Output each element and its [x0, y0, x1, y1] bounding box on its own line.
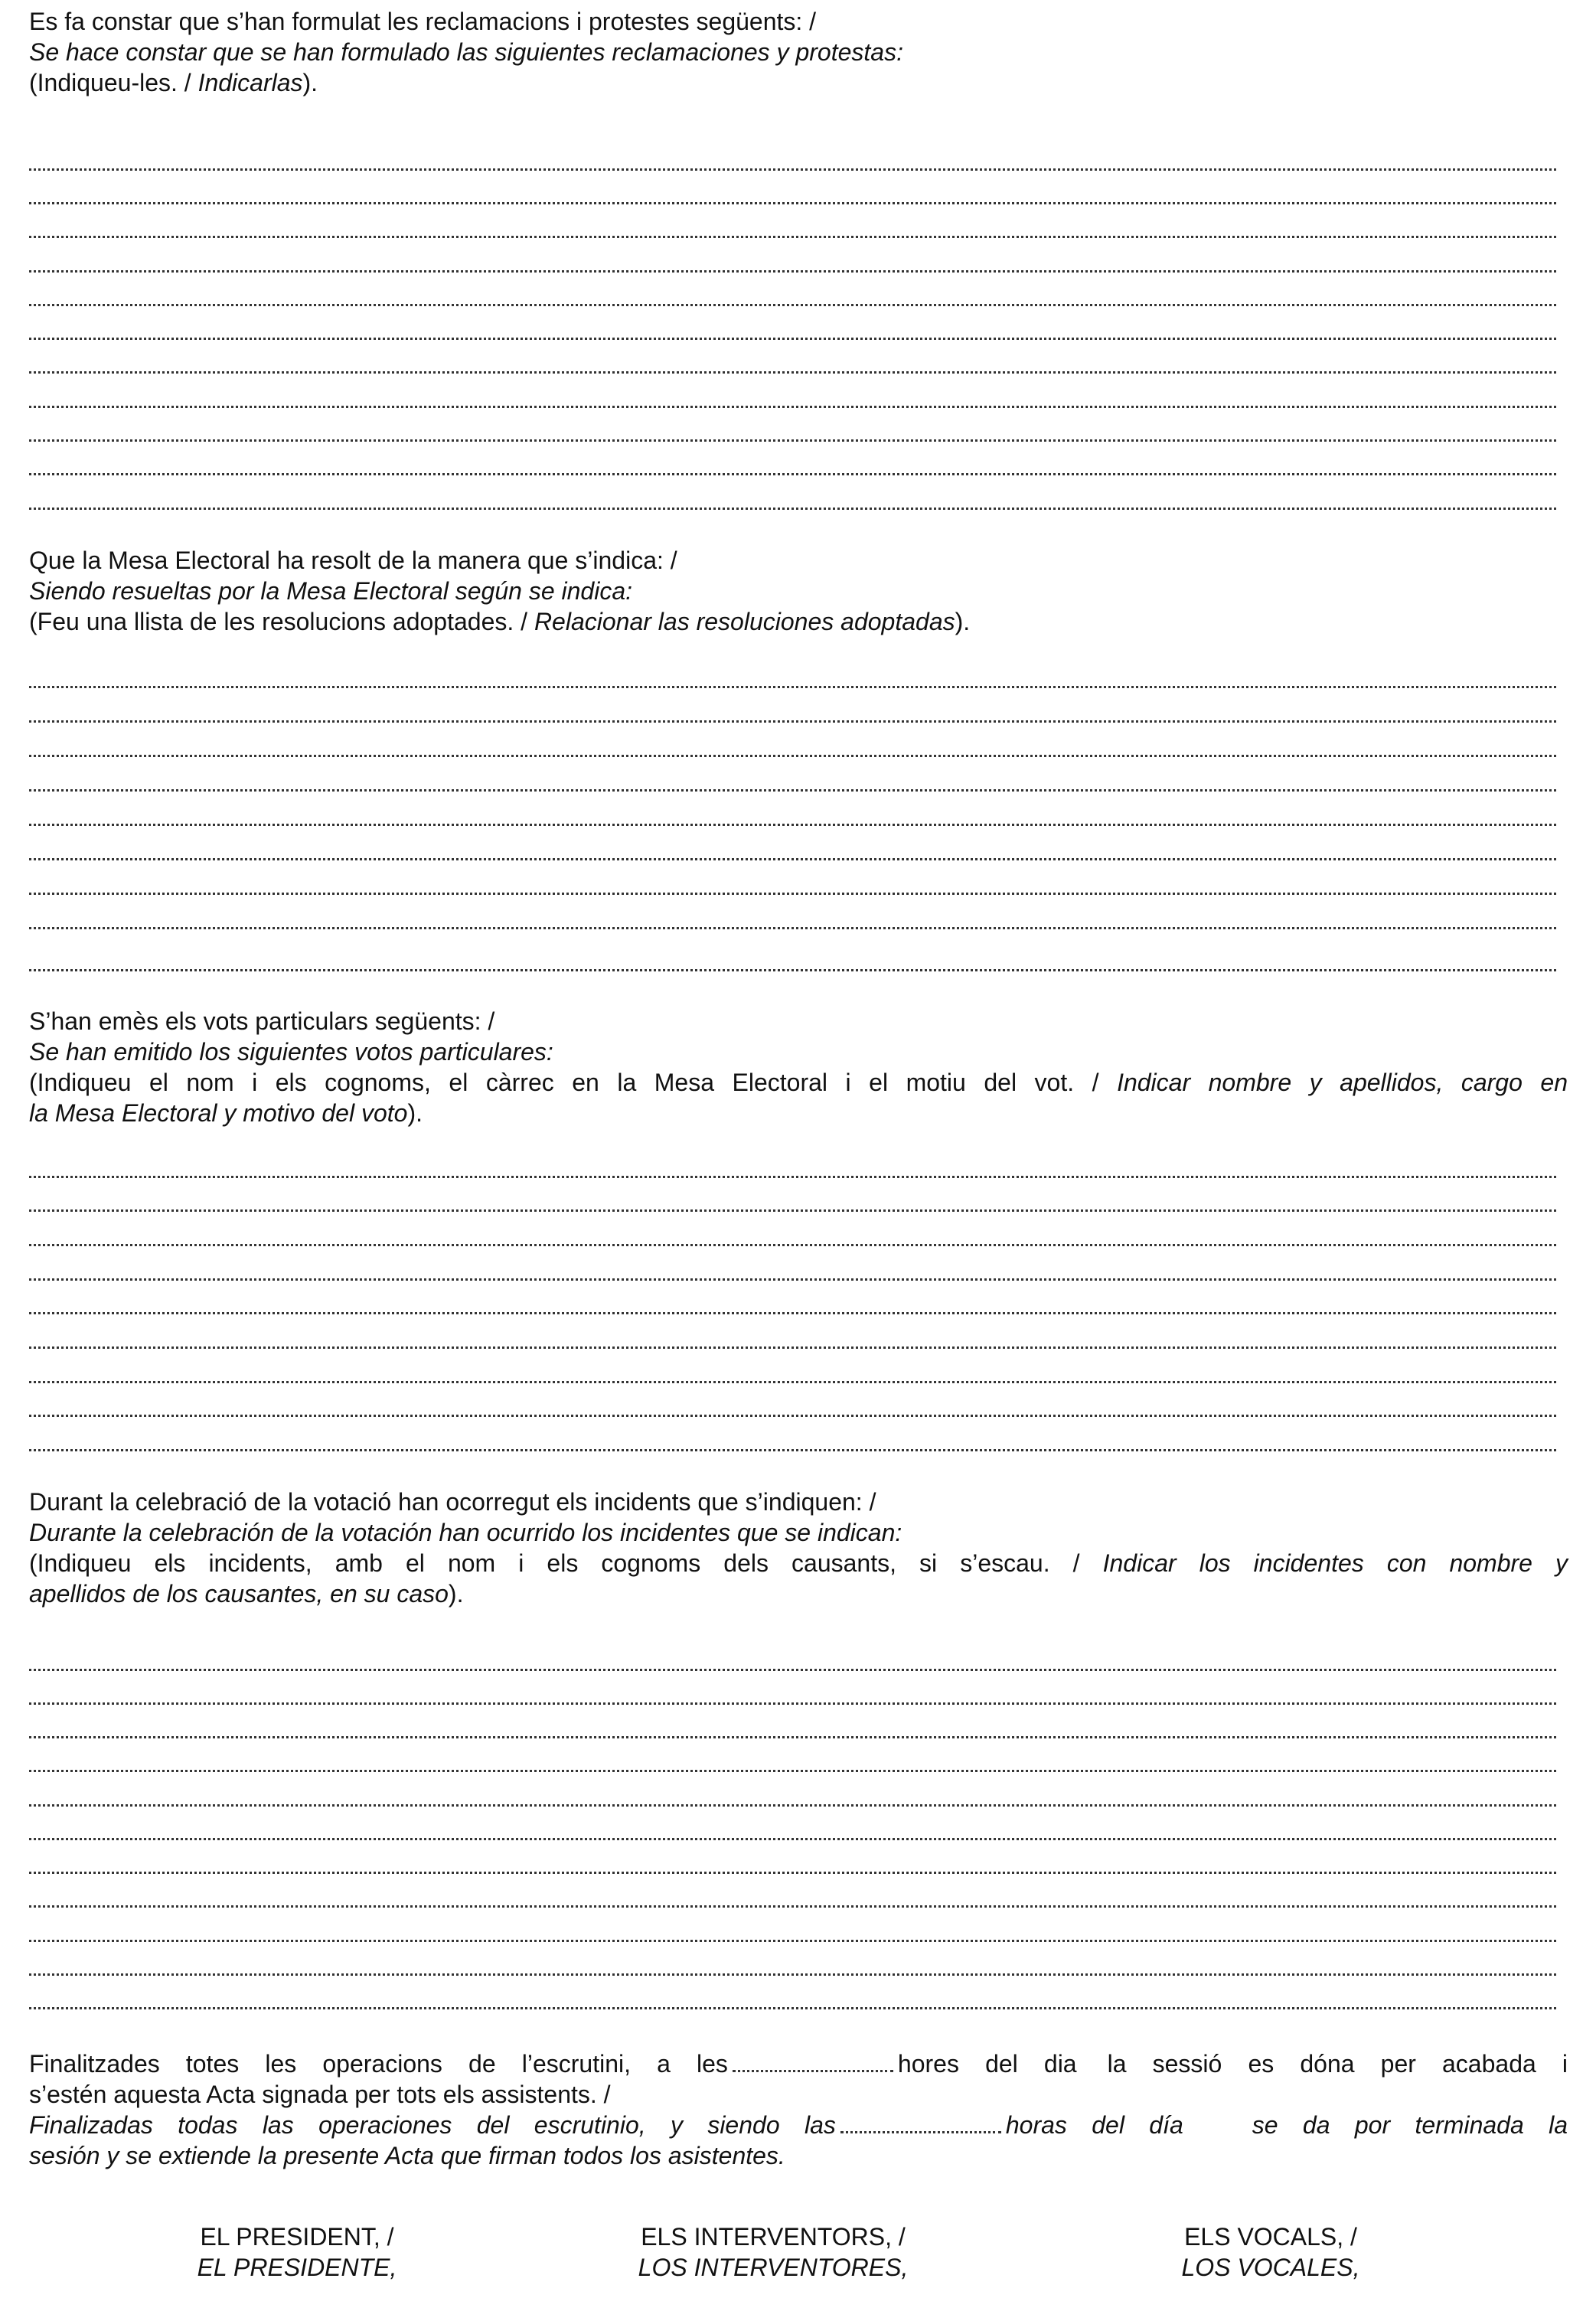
- votes-heading-ca: S’han emès els vots particulars següents: /: [29, 1007, 495, 1035]
- vocals-label-ca: ELS VOCALS, /: [1184, 2223, 1357, 2251]
- vocals-label-es: LOS VOCALES,: [1181, 2254, 1360, 2281]
- incidents-instructions-2: [29, 1578, 1568, 1609]
- hour-blank-ca: [733, 2050, 893, 2072]
- dotted-line: [29, 439, 1556, 442]
- dotted-line: [29, 1449, 1556, 1451]
- dotted-line: [29, 1346, 1556, 1349]
- dotted-line: [29, 1415, 1556, 1417]
- dotted-line: [29, 824, 1556, 826]
- dotted-line: [29, 371, 1556, 374]
- dotted-line: [29, 1770, 1556, 1772]
- resolutions-heading-ca: Que la Mesa Electoral ha resolt de la manera que s’indica: /: [29, 547, 677, 574]
- resolutions-instructions: [29, 606, 1568, 637]
- dotted-line: [29, 1872, 1556, 1874]
- dotted-line: [29, 1973, 1556, 1976]
- dotted-line: [29, 1244, 1556, 1246]
- dotted-line: [29, 1905, 1556, 1908]
- resolutions-heading-es: Siendo resueltas por la Mesa Electoral según se indica:: [29, 577, 632, 605]
- resolutions-section: [29, 545, 1568, 637]
- dotted-line: [29, 1804, 1556, 1807]
- dotted-line: [29, 508, 1556, 510]
- dotted-line: [29, 406, 1556, 408]
- dotted-line: [29, 270, 1556, 273]
- claims-instr-ca: (Indiqueu-les. /: [29, 69, 198, 96]
- dotted-line: [29, 236, 1556, 238]
- incidents-instr-ca: (Indiqueu els incidents, amb el nom i els cognoms dels causants, si s’escau. /: [29, 1549, 1103, 1577]
- closing-line-es-1: [29, 2110, 1568, 2140]
- resolutions-instr-end: ).: [955, 608, 971, 635]
- dotted-line: [29, 1838, 1556, 1840]
- dotted-line: [29, 1381, 1556, 1383]
- incidents-section: [29, 1487, 1568, 1609]
- signature-interventors: [605, 2221, 942, 2283]
- signature-president: [175, 2221, 419, 2283]
- dotted-line: [29, 1312, 1556, 1314]
- claims-heading-ca: Es fa constar que s’han formulat les reclamacions i protestes següents: /: [29, 8, 817, 35]
- dotted-line: [29, 893, 1556, 895]
- dotted-line: [29, 927, 1556, 929]
- closing-ca-1b: hores del dia: [897, 2050, 1077, 2078]
- dotted-line: [29, 304, 1556, 306]
- dotted-line: [29, 1940, 1556, 1942]
- resolutions-instr-es: Relacionar las resoluciones adoptadas: [534, 608, 955, 635]
- claims-heading-es: Se hace constar que se han formulado las siguientes reclamaciones y protestas:: [29, 38, 903, 66]
- dotted-line: [29, 720, 1556, 723]
- closing-line-ca-2: s’estén aquesta Acta signada per tots els assistents. /: [29, 2081, 611, 2108]
- claims-instructions: [29, 67, 1568, 98]
- dotted-line: [29, 858, 1556, 860]
- claims-instr-end: ).: [302, 69, 318, 96]
- incidents-instr-end: ).: [448, 1580, 464, 1608]
- votes-instr-ca: (Indiqueu el nom i els cognoms, el càrrec en la Mesa Electoral i el motiu del vot. /: [29, 1069, 1118, 1096]
- incidents-instr-es-1: Indicar los incidentes con nombre y: [1102, 1549, 1568, 1577]
- resolutions-instr-ca: (Feu una llista de les resolucions adoptades. /: [29, 608, 534, 635]
- dotted-line: [29, 473, 1556, 475]
- incidents-heading-es: Durante la celebración de la votación han ocurrido los incidentes que se indican:: [29, 1519, 902, 1546]
- closing-es-1c: se da por terminada la: [1252, 2111, 1568, 2139]
- dotted-line: [29, 1702, 1556, 1705]
- dotted-line: [29, 2007, 1556, 2009]
- dotted-line: [29, 1669, 1556, 1671]
- votes-instructions-1: [29, 1067, 1568, 1098]
- closing-line-es-2: sesión y se extiende la presente Acta que firman todos los asistentes.: [29, 2142, 785, 2169]
- incidents-instr-es-2: apellidos de los causantes, en su caso: [29, 1580, 449, 1608]
- incidents-instructions-1: [29, 1548, 1568, 1578]
- dotted-line: [29, 1176, 1556, 1178]
- closing-section: [29, 2048, 1568, 2171]
- votes-instr-es-2: la Mesa Electoral y motivo del voto: [29, 1099, 408, 1127]
- votes-instr-es-1: Indicar nombre y apellidos, cargo en: [1117, 1069, 1568, 1096]
- incidents-heading-ca: Durant la celebració de la votació han ocorregut els incidents que s’indiquen: /: [29, 1488, 876, 1516]
- closing-es-1b: horas del día: [1005, 2111, 1183, 2139]
- votes-heading-es: Se han emitido los siguientes votos particulares:: [29, 1038, 553, 1066]
- dotted-line: [29, 1736, 1556, 1738]
- claims-section: [29, 6, 1568, 98]
- dotted-line: [29, 789, 1556, 792]
- votes-instr-end: ).: [407, 1099, 423, 1127]
- dotted-line: [29, 338, 1556, 340]
- votes-section: [29, 1006, 1568, 1128]
- dotted-line: [29, 1278, 1556, 1281]
- dotted-line: [29, 168, 1556, 171]
- dotted-line: [29, 202, 1556, 204]
- dotted-line: [29, 969, 1556, 971]
- closing-ca-1a: Finalitzades totes les operacions de l’escrutini, a les: [29, 2050, 728, 2078]
- dotted-line: [29, 686, 1556, 688]
- claims-instr-es: Indicarlas: [197, 69, 303, 96]
- hour-blank-es: [840, 2111, 1001, 2133]
- closing-es-1a: Finalizadas todas las operaciones del escrutinio, y siendo las: [29, 2111, 836, 2139]
- closing-ca-1c: la sessió es dóna per acabada i: [1107, 2050, 1568, 2078]
- interventors-label-es: LOS INTERVENTORES,: [638, 2254, 909, 2281]
- interventors-label-ca: ELS INTERVENTORS, /: [641, 2223, 906, 2251]
- president-label-ca: EL PRESIDENT, /: [200, 2223, 394, 2251]
- dotted-line: [29, 1209, 1556, 1212]
- dotted-line: [29, 755, 1556, 757]
- signature-vocals: [1148, 2221, 1393, 2283]
- votes-instructions-2: [29, 1098, 1568, 1128]
- closing-line-ca-1: [29, 2048, 1568, 2079]
- president-label-es: EL PRESIDENTE,: [197, 2254, 397, 2281]
